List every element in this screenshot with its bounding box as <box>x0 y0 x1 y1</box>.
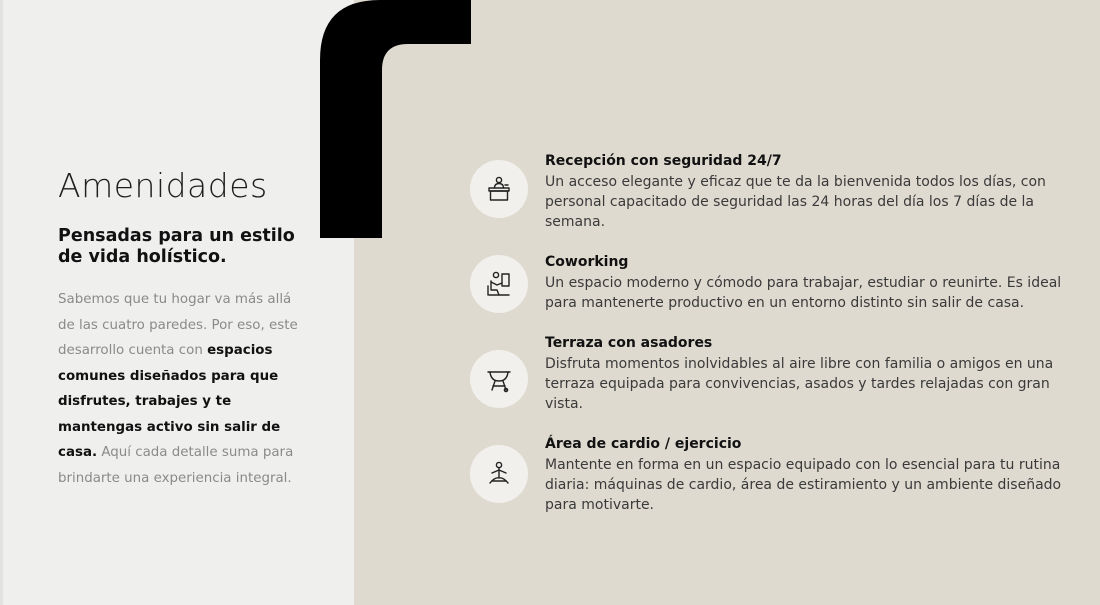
amenity-description: Mantente en forma en un espacio equipado con lo esencial para tu rutina diaria: máquinas de cardio, área de estiramiento y un ambiente diseñado para motivarte. <box>545 457 1062 513</box>
grill-icon <box>483 363 515 395</box>
amenity-description: Un acceso elegante y eficaz que te da la bienvenida todos los días, con personal capacitado de seguridad las 24 horas del día los 7 días de la semana. <box>545 174 1046 230</box>
page-subtitle: Pensadas para un estilo de vida holístico. <box>58 226 295 267</box>
reception-desk-icon <box>483 173 515 205</box>
meditation-person-icon <box>483 458 515 490</box>
icon-circle <box>470 350 528 408</box>
icon-circle <box>470 445 528 503</box>
intro-text-bold: espacios comunes diseñados para que disfrutes, trabajes y te mantengas activo sin salir de casa. <box>58 343 281 460</box>
amenity-name: Área de cardio / ejercicio <box>545 436 742 452</box>
amenity-name: Coworking <box>545 254 629 270</box>
amenity-name: Terraza con asadores <box>545 335 713 351</box>
icon-circle <box>470 255 528 313</box>
intro-paragraph <box>58 287 308 491</box>
intro-text-1: Sabemos que tu hogar va más allá de las cuatro paredes. Por eso, este desarrollo cuenta con <box>58 292 298 358</box>
intro-text-2: Aquí cada detalle suma para brindarte una experiencia integral. <box>58 445 294 486</box>
amenity-name: Recepción con seguridad 24/7 <box>545 153 782 169</box>
amenity-description: Un espacio moderno y cómodo para trabajar, estudiar o reunirte. Es ideal para mantenerte productivo en un entorno distinto sin salir de casa. <box>545 275 1062 311</box>
page-title: Amenidades <box>58 166 268 205</box>
icon-circle <box>470 160 528 218</box>
amenity-description: Disfruta momentos inolvidables al aire libre con familia o amigos en una terraza equipada para convivencias, asados y tardes relajadas con gran vista. <box>545 356 1054 412</box>
decorative-corner-shape <box>318 0 473 238</box>
coworking-person-icon <box>483 268 515 300</box>
